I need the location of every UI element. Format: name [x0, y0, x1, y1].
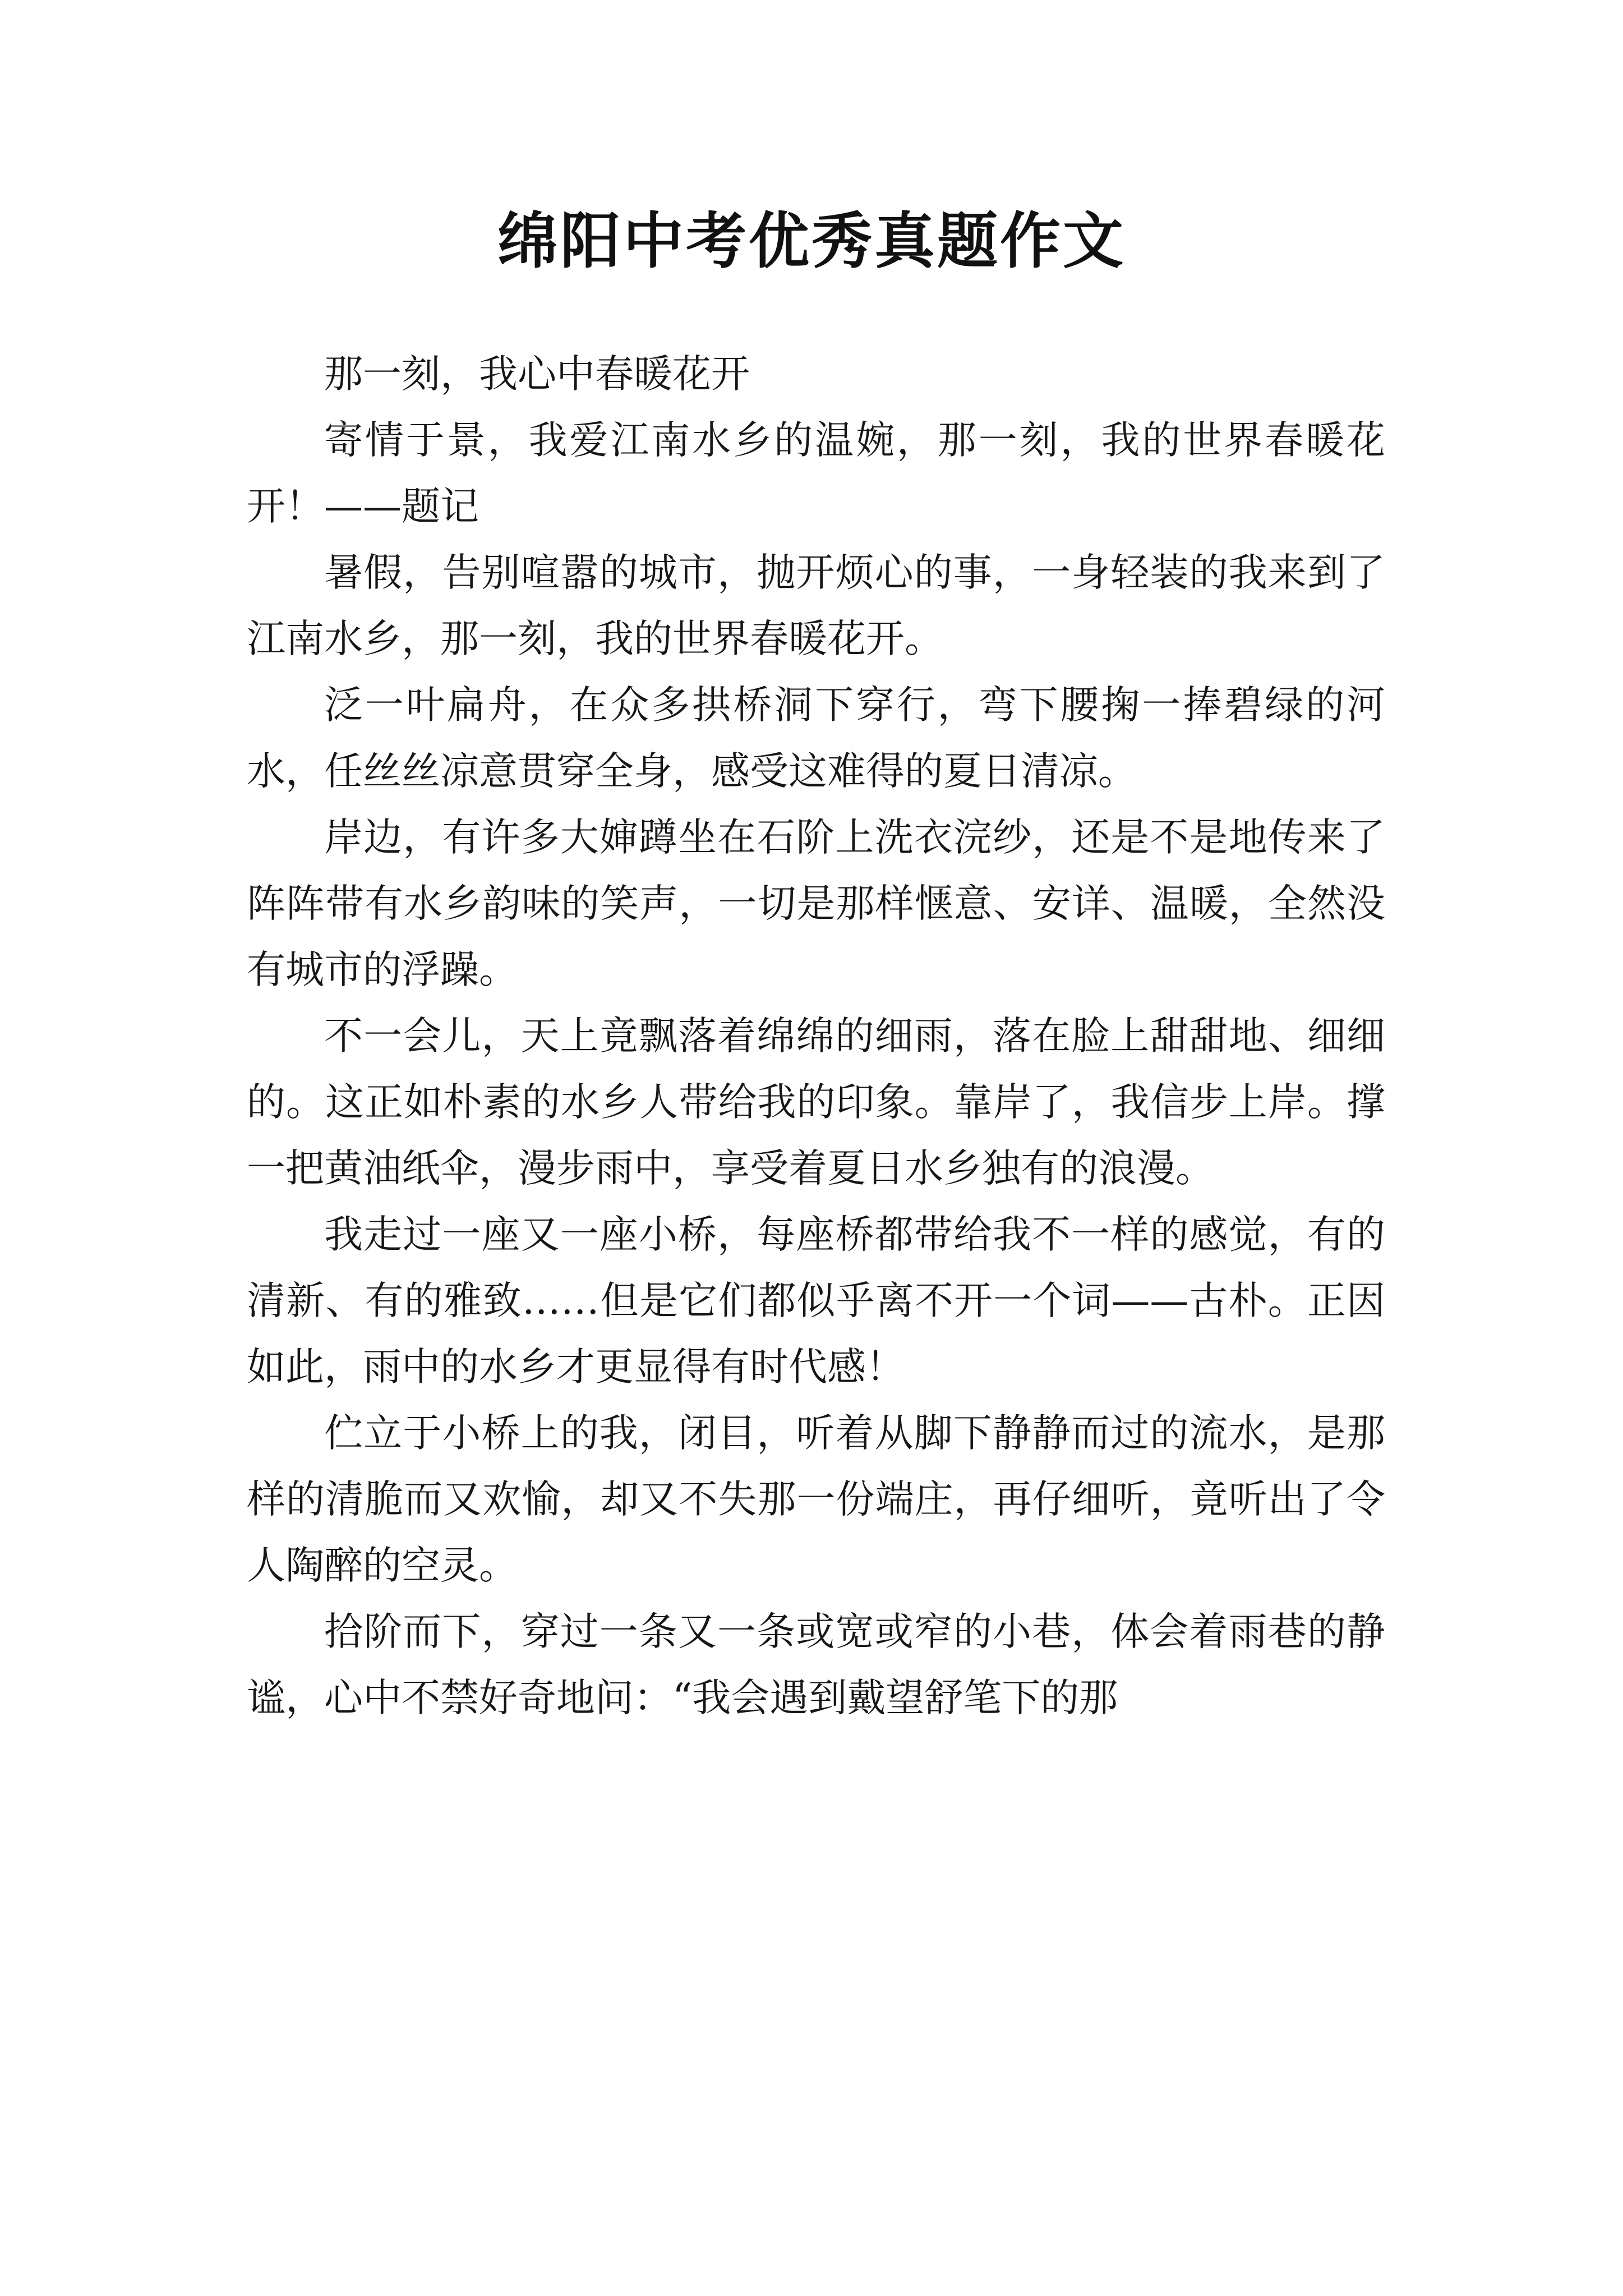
essay-paragraph: 不一会儿，天上竟飘落着绵绵的细雨，落在脸上甜甜地、细细的。这正如朴素的水乡人带给我的印象。靠岸了，我信步上岸。撑一把黄油纸伞，漫步雨中，享受着夏日水乡独有的浪漫。 — [247, 1014, 1385, 1191]
essay-paragraph: 暑假，告别喧嚣的城市，抛开烦心的事，一身轻装的我来到了江南水乡，那一刻，我的世界春暖花开。 — [247, 550, 1385, 661]
essay-paragraph: 我走过一座又一座小桥，每座桥都带给我不一样的感觉，有的清新、有的雅致……但是它们都似乎离不开一个词——古朴。正因如此，雨中的水乡才更显得有时代感！ — [247, 1212, 1385, 1389]
essay-paragraph: 泛一叶扁舟，在众多拱桥洞下穿行，弯下腰掬一捧碧绿的河水，任丝丝凉意贯穿全身，感受这难得的夏日清凉。 — [247, 683, 1385, 794]
essay-subtitle: 那一刻，我心中春暖花开 — [324, 352, 750, 397]
essay-paragraph: 岸边，有许多大婶蹲坐在石阶上洗衣浣纱，还是不是地传来了阵阵带有水乡韵味的笑声，一切是那样惬意、安详、温暖，全然没有城市的浮躁。 — [247, 815, 1385, 992]
document-title: 绵阳中考优秀真题作文 — [497, 206, 1126, 277]
essay-paragraph: 伫立于小桥上的我，闭目，听着从脚下静静而过的流水，是那样的清脆而又欢愉，却又不失那一份端庄，再仔细听，竟听出了令人陶醉的空灵。 — [247, 1411, 1385, 1588]
essay-paragraph: 寄情于景，我爱江南水乡的温婉，那一刻，我的世界春暖花开！——题记 — [247, 418, 1385, 529]
essay-body — [247, 341, 1385, 1731]
essay-paragraph: 拾阶而下，穿过一条又一条或宽或窄的小巷，体会着雨巷的静谧，心中不禁好奇地问：“我会遇到戴望舒笔下的那 — [247, 1609, 1385, 1720]
